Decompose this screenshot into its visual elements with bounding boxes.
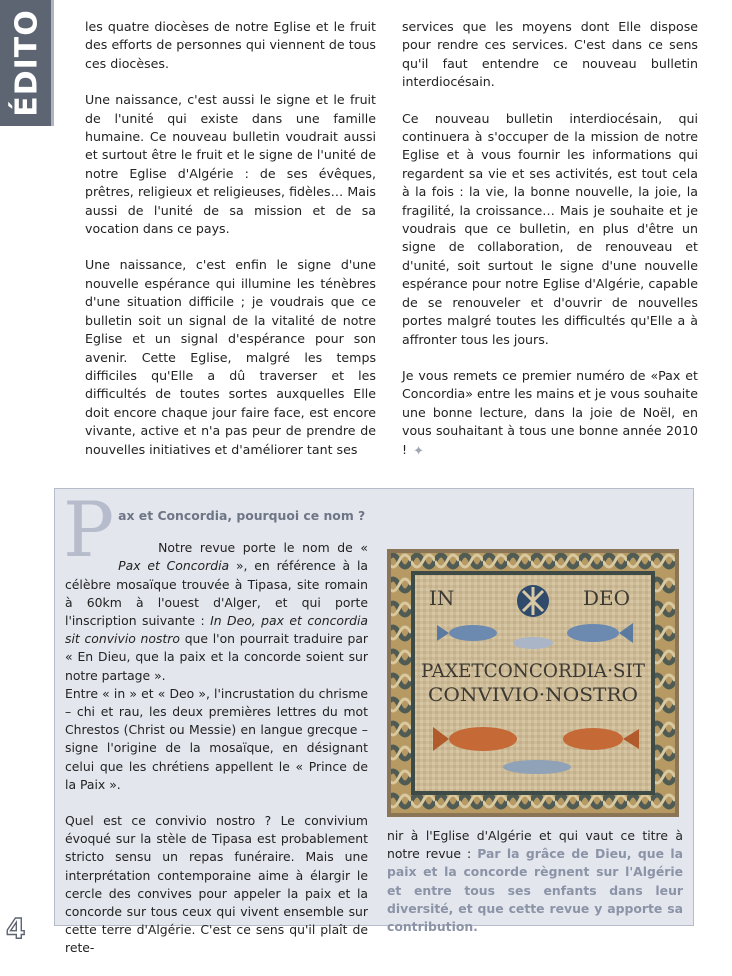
sidebar-box <box>54 485 694 956</box>
chi-rho-icon <box>517 585 549 617</box>
mosaic-illustration <box>387 549 679 817</box>
dropcap-letter: P <box>63 485 115 574</box>
right-paragraph-1: services que les moyens dont Elle dispose pour rendre ces services. C'est dans ce sens qu'il faut entendre ce nouveau bulletin interdiocésain. <box>402 19 698 90</box>
box-paragraph-2: Entre « in » et « Deo », l'incrustation du chrisme – chi et rau, les deux premières lettres du mot Chrestos (Christ ou Messie) en langue grecque – signe l'origine de la mosaïque, en désignant celui que les chrétiens appellent le « Prince de la Paix ». <box>65 685 368 792</box>
right-paragraph-2: Ce nouveau bulletin interdiocésain, qui continuera à s'occuper de la mission de notre Eglise et à vous fournir les informations qui regardent sa vie et ses activités, est tout cela à la fois : la vie, la bonne nouvelle, la joie, la fragilité, la croissance… Mais je souhaite et je voudrais que ce bulletin, en plus d'être un signe de collaboration, de renouveau et d'unité, soit surtout le signe d'une nouvelle espérance pour notre Eglise d'Algérie, capable de se renouveler et d'ouvrir de nouvelles portes malgré toutes les difficultés qu'Elle a à affronter tous les jours. <box>402 110 698 347</box>
section-tab <box>0 0 54 126</box>
right-paragraph-3-text: Je vous remets ce premier numéro de «Pax et Concordia» entre les mains et je vous souhaite une bonne lecture, dans la joie de Noël, en vous souhaitant à tous une bonne année 2010 ! <box>402 367 698 457</box>
left-paragraph-3: Une naissance, c'est enfin le signe d'une nouvelle espérance qui illumine les ténèbres d'une situation difficile ; je voudrais que ce bulletin soit un signal de la vitalité de notre Eglise et un signal d'espérance pour son avenir. Cette Eglise, malgré les temps difficiles qu'Elle a dû traverser et les difficultés de toutes sortes auxquelles Elle doit encore chaque jour faire face, est encore vivante, active et n'a pas peur de prendre de nouvelles initiatives et d'améliorer tant ses <box>85 257 376 457</box>
box-paragraph-3: Quel est ce convivio nostro ? Le convivium évoqué sur la stèle de Tipasa est probablement stricto sensu un repas funéraire. Mais une interprétation contemporaine aime à élargir le cercle des convives pour appeler la paix et la concorde sur tous ceux qui vivent ensemble sur cette terre d'Algérie. C'est ce sens qu'il plaît de rete- <box>65 813 368 956</box>
mosaic-line3: CONVIVIO·NOSTRO <box>428 684 638 706</box>
box-paragraph-1-part-a: Notre revue porte le nom de « <box>158 540 368 556</box>
box-title: ax et Concordia, pourquoi ce nom ? <box>118 508 366 523</box>
box-right-text-highlight: Par la grâce de Dieu, que la paix et la concorde règnent sur l'Algérie et entre tous ses enfants dans leur diversité, et que cette revue y apporte sa contribution. <box>387 846 684 935</box>
mosaic-image <box>387 549 679 817</box>
section-tab-label: ÉDITO <box>9 9 45 117</box>
left-paragraph-2: Une naissance, c'est aussi le signe et le fruit de l'unité qui existe dans une famille humaine. Ce nouveau bulletin voudrait aussi et surtout être le fruit et le signe de l'unité de notre Eglise d'Algérie : de ses évêques, prêtres, religieux et religieuses, fidèles… Mais aussi de l'unité de sa mission et de sa vocation dans ce pays. <box>85 92 376 237</box>
mosaic-line1-left: IN <box>429 586 455 610</box>
box-right-text <box>387 827 683 936</box>
page-number: 4 <box>6 912 26 945</box>
mosaic-line1-right: DEO <box>583 586 631 610</box>
end-mark-icon: ✦ <box>413 443 424 459</box>
editorial-right-column <box>402 18 698 459</box>
box-paragraph-1-emphasis-1: Pax et Concordia <box>118 558 230 574</box>
editorial-left-column <box>85 18 376 459</box>
box-paragraph-1-emphasis-2: In Deo, pax et concordia sit convivio nostro <box>65 613 368 647</box>
box-right-text-normal: nir à l'Eglise d'Algérie et qui vaut ce titre à notre revue : <box>387 828 683 862</box>
left-paragraph-1: les quatre diocèses de notre Eglise et le fruit des efforts de personnes qui viennent de tous ces diocèses. <box>85 19 376 71</box>
box-left-text <box>63 485 369 976</box>
mosaic-line2: PAXETCONCORDIA·SIT <box>421 660 646 682</box>
box-paragraph-1-part-b: », en référence à la célèbre mosaïque trouvée à Tipasa, site romain à 60km à l'ouest d'Alger, et qui porte l'inscription suivante : <box>65 558 368 629</box>
right-paragraph-3 <box>402 367 698 459</box>
box-paragraph-1-part-c: que l'on pourrait traduire par « En Dieu, que la paix et la concorde soient sur notre partage ». <box>65 631 369 683</box>
